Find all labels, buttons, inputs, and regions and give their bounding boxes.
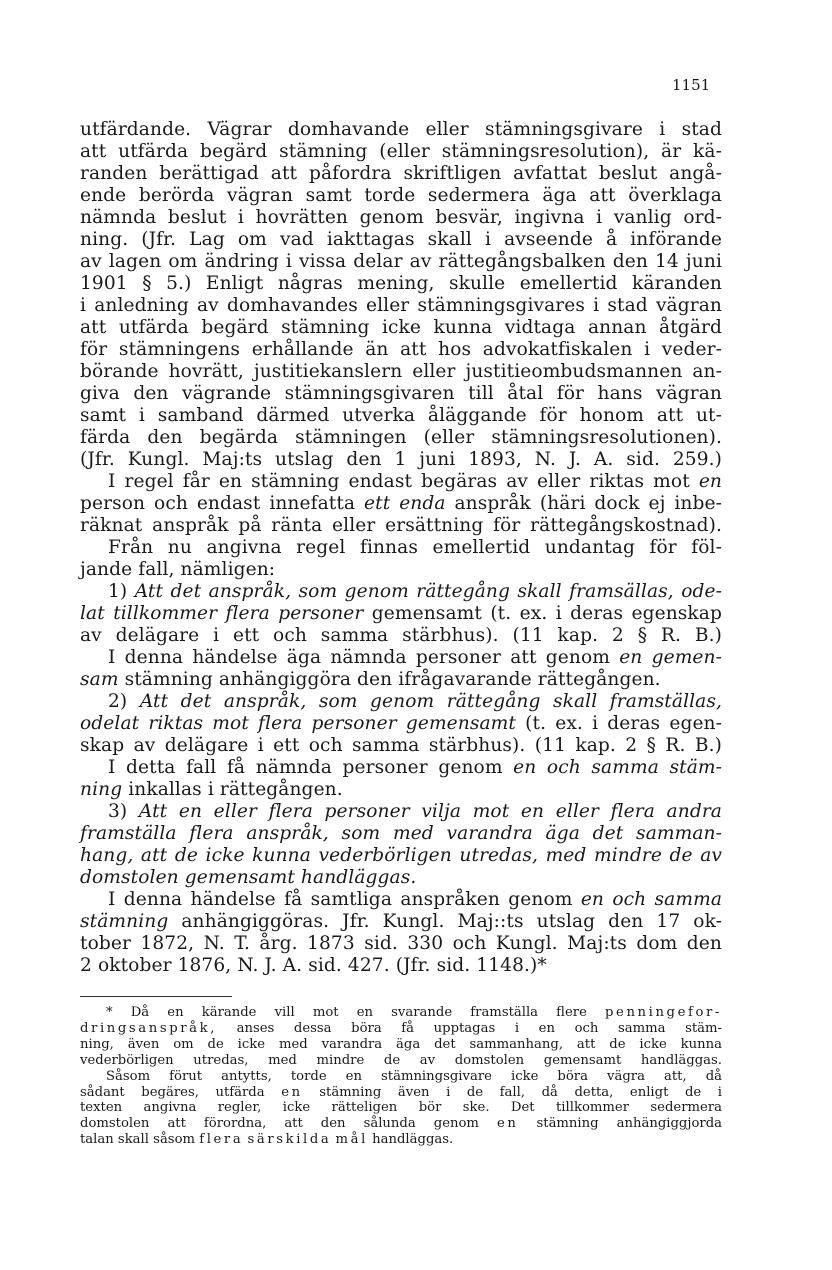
spaced-phrase: särskilda xyxy=(247,1132,332,1148)
text-run: I denna händelse äga nämnda personer att genom xyxy=(108,647,620,668)
text-run: stämning anhängiggöra den ifrågavarande rättegången. xyxy=(118,669,661,690)
body-line: Från nu angivna regel finnas emellertid undantag för föl- xyxy=(108,537,722,558)
italic-phrase: odelat riktas mot flera personer gemensamt xyxy=(80,713,516,734)
body-line xyxy=(80,845,722,867)
italic-phrase: Att det anspråk, som genom rättegång skall framställas, xyxy=(139,691,723,712)
italic-phrase: domstolen gemensamt handläggas. xyxy=(80,867,417,888)
body-line: tober 1872, N. T. årg. 1873 sid. 330 och Kungl. Maj:ts dom den xyxy=(80,933,722,954)
footnote-separator xyxy=(80,996,232,997)
footnote-line xyxy=(80,1116,722,1132)
spaced-phrase: en xyxy=(496,1116,519,1132)
body-line xyxy=(80,603,722,625)
footnote xyxy=(80,1005,722,1148)
text-run: anhängiggöras. Jfr. Kungl. Maj::ts utslag den 17 ok- xyxy=(168,911,722,932)
body-line xyxy=(80,757,722,779)
body-line: jande fall, nämligen: xyxy=(80,559,276,580)
italic-phrase: stämning xyxy=(80,911,169,932)
body-line: utfärdande. Vägrar domhavande eller stämningsgivare i stad xyxy=(80,119,722,140)
text-run: anses dessa böra få upptagas i en och samma stäm- xyxy=(216,1020,722,1036)
footnote-line xyxy=(80,1005,722,1021)
body-line: giva den vägrande stämningsgivaren till åtal för hans vägran xyxy=(80,383,722,404)
footnote-line xyxy=(80,1021,722,1037)
body-line: av lagen om ändring i vissa delar av rättegångsbalken den 14 juni xyxy=(80,251,722,272)
italic-phrase: ett enda xyxy=(364,493,446,514)
body-line: 2 oktober 1876, N. J. A. sid. 427. (Jfr. sid. 1148.)* xyxy=(80,955,547,976)
body-line: samt i samband därmed utverka åläggande för honom att ut- xyxy=(80,405,722,426)
text-run: inkallas i rättegången. xyxy=(122,779,343,800)
text-run: I regel får en stämning endast begäras av eller riktas mot xyxy=(108,471,699,492)
body-line: i anledning av domhavandes eller stämningsgivares i stad vägran xyxy=(80,295,722,316)
spaced-phrase: penningefor- xyxy=(605,1005,722,1020)
body-line xyxy=(80,779,722,801)
page-number: 1151 xyxy=(672,76,711,94)
text-run: sådant begäres, utfärda xyxy=(80,1084,282,1100)
footnote-line xyxy=(80,1132,722,1148)
body-line: 1901 § 5.) Enligt någras mening, skulle emellertid käranden xyxy=(80,273,722,294)
text-run: 2) xyxy=(108,691,140,712)
body-line xyxy=(80,889,722,911)
text-run: talan skall såsom xyxy=(80,1132,200,1148)
italic-phrase: en och samma xyxy=(580,889,722,910)
body-line: ning. (Jfr. Lag om vad iakttagas skall i avseende å införande xyxy=(80,229,722,250)
text-run: I denna händelse få samtliga anspråken genom xyxy=(108,889,581,910)
text-run: domstolen att förordna, att den sålunda genom xyxy=(80,1116,497,1132)
spaced-phrase: mål xyxy=(335,1132,368,1148)
spaced-phrase: flera xyxy=(199,1132,244,1148)
body-line xyxy=(80,801,722,823)
body-line: att utfärda begärd stämning (eller stämningsresolution), är kä- xyxy=(80,141,722,162)
body-line xyxy=(80,493,722,515)
body-line xyxy=(80,471,722,493)
body-line: skap av delägare i ett och samma stärbhus). (11 kap. 2 § R. B.) xyxy=(80,735,722,756)
body-line: nämnda beslut i hovrätten genom besvär, ingivna i vanlig ord- xyxy=(80,207,722,228)
italic-phrase: Att en eller flera personer vilja mot en eller flera andra xyxy=(138,801,722,822)
italic-phrase: framställa flera anspråk, som med varandra äga det samman- xyxy=(80,823,722,844)
text-run: (t. ex. i deras egen- xyxy=(516,713,723,734)
body-line: att utfärda begärd stämning icke kunna vidtaga annan åtgärd xyxy=(80,317,722,338)
italic-phrase: sam xyxy=(80,669,119,690)
text-run: stämning även i de fall, då detta, enligt de i xyxy=(302,1084,722,1100)
footnote-line: texten angivna regler, icke rätteligen bör ske. Det tillkommer sedermera xyxy=(80,1100,722,1116)
footnote-line: vederbörligen utredas, med mindre de av domstolen gemensamt handläggas. xyxy=(80,1052,722,1068)
body-line: ende berörda vägran samt torde sedermera äga att överklaga xyxy=(80,185,722,206)
text-run: anspråk (häri dock ej inbe- xyxy=(445,493,722,514)
main-text xyxy=(80,119,722,977)
body-line: börande hovrätt, justitiekanslern eller justitieombudsmannen an- xyxy=(80,361,722,382)
body-line xyxy=(80,647,722,669)
italic-phrase: hang, att de icke kunna vederbörligen utredas, med mindre de av xyxy=(80,845,722,866)
body-line: av delägare i ett och samma stärbhus). (11 kap. 2 § R. B.) xyxy=(80,625,722,646)
italic-phrase: Att det anspråk, som genom rättegång skall framsällas, ode- xyxy=(134,581,723,602)
italic-phrase: en xyxy=(698,471,722,492)
body-line: randen berättigad att påfordra skriftligen avfattat beslut angå- xyxy=(80,163,722,184)
text-run: I detta fall få nämnda personer genom xyxy=(108,757,514,778)
body-line xyxy=(80,911,722,933)
italic-phrase: en och samma stäm- xyxy=(513,757,722,778)
footnote-line xyxy=(80,1085,722,1101)
text-run: person och endast innefatta xyxy=(80,493,365,514)
body-line xyxy=(80,713,722,735)
text-run: gemensamt (t. ex. i deras egenskap xyxy=(363,603,722,624)
body-line: färda den begärda stämningen (eller stämningsresolutionen). xyxy=(80,427,722,448)
spaced-phrase: en xyxy=(281,1084,303,1100)
italic-phrase: lat tillkommer flera personer xyxy=(80,603,364,624)
body-line xyxy=(80,867,722,889)
body-line xyxy=(80,669,722,691)
italic-phrase: en gemen- xyxy=(619,647,722,668)
body-line: (Jfr. Kungl. Maj:ts utslag den 1 juni 1893, N. J. A. sid. 259.) xyxy=(80,449,722,470)
body-line xyxy=(80,823,722,845)
italic-phrase: ning xyxy=(80,779,123,800)
footnote-line: ning, även om de icke med varandra äga det sammanhang, att de icke kunna xyxy=(80,1036,722,1052)
text-run: stämning anhängiggjorda xyxy=(518,1116,722,1132)
footnote-line: Såsom förut antytts, torde en stämningsgivare icke böra vägra att, då xyxy=(106,1068,722,1084)
text-run: handläggas. xyxy=(367,1132,454,1148)
spaced-phrase: dringsanspråk, xyxy=(80,1020,217,1036)
text-run: 3) xyxy=(108,801,139,822)
text-run: 1) xyxy=(108,581,135,602)
body-line xyxy=(80,691,722,713)
body-line: för stämningens erhållande än att hos advokatfiskalen i veder- xyxy=(80,339,722,360)
body-line: räknat anspråk på ränta eller ersättning för rättegångskostnad). xyxy=(80,515,722,536)
body-line xyxy=(80,581,722,603)
text-run: * Då en kärande vill mot en svarande framställa flere xyxy=(106,1005,606,1020)
